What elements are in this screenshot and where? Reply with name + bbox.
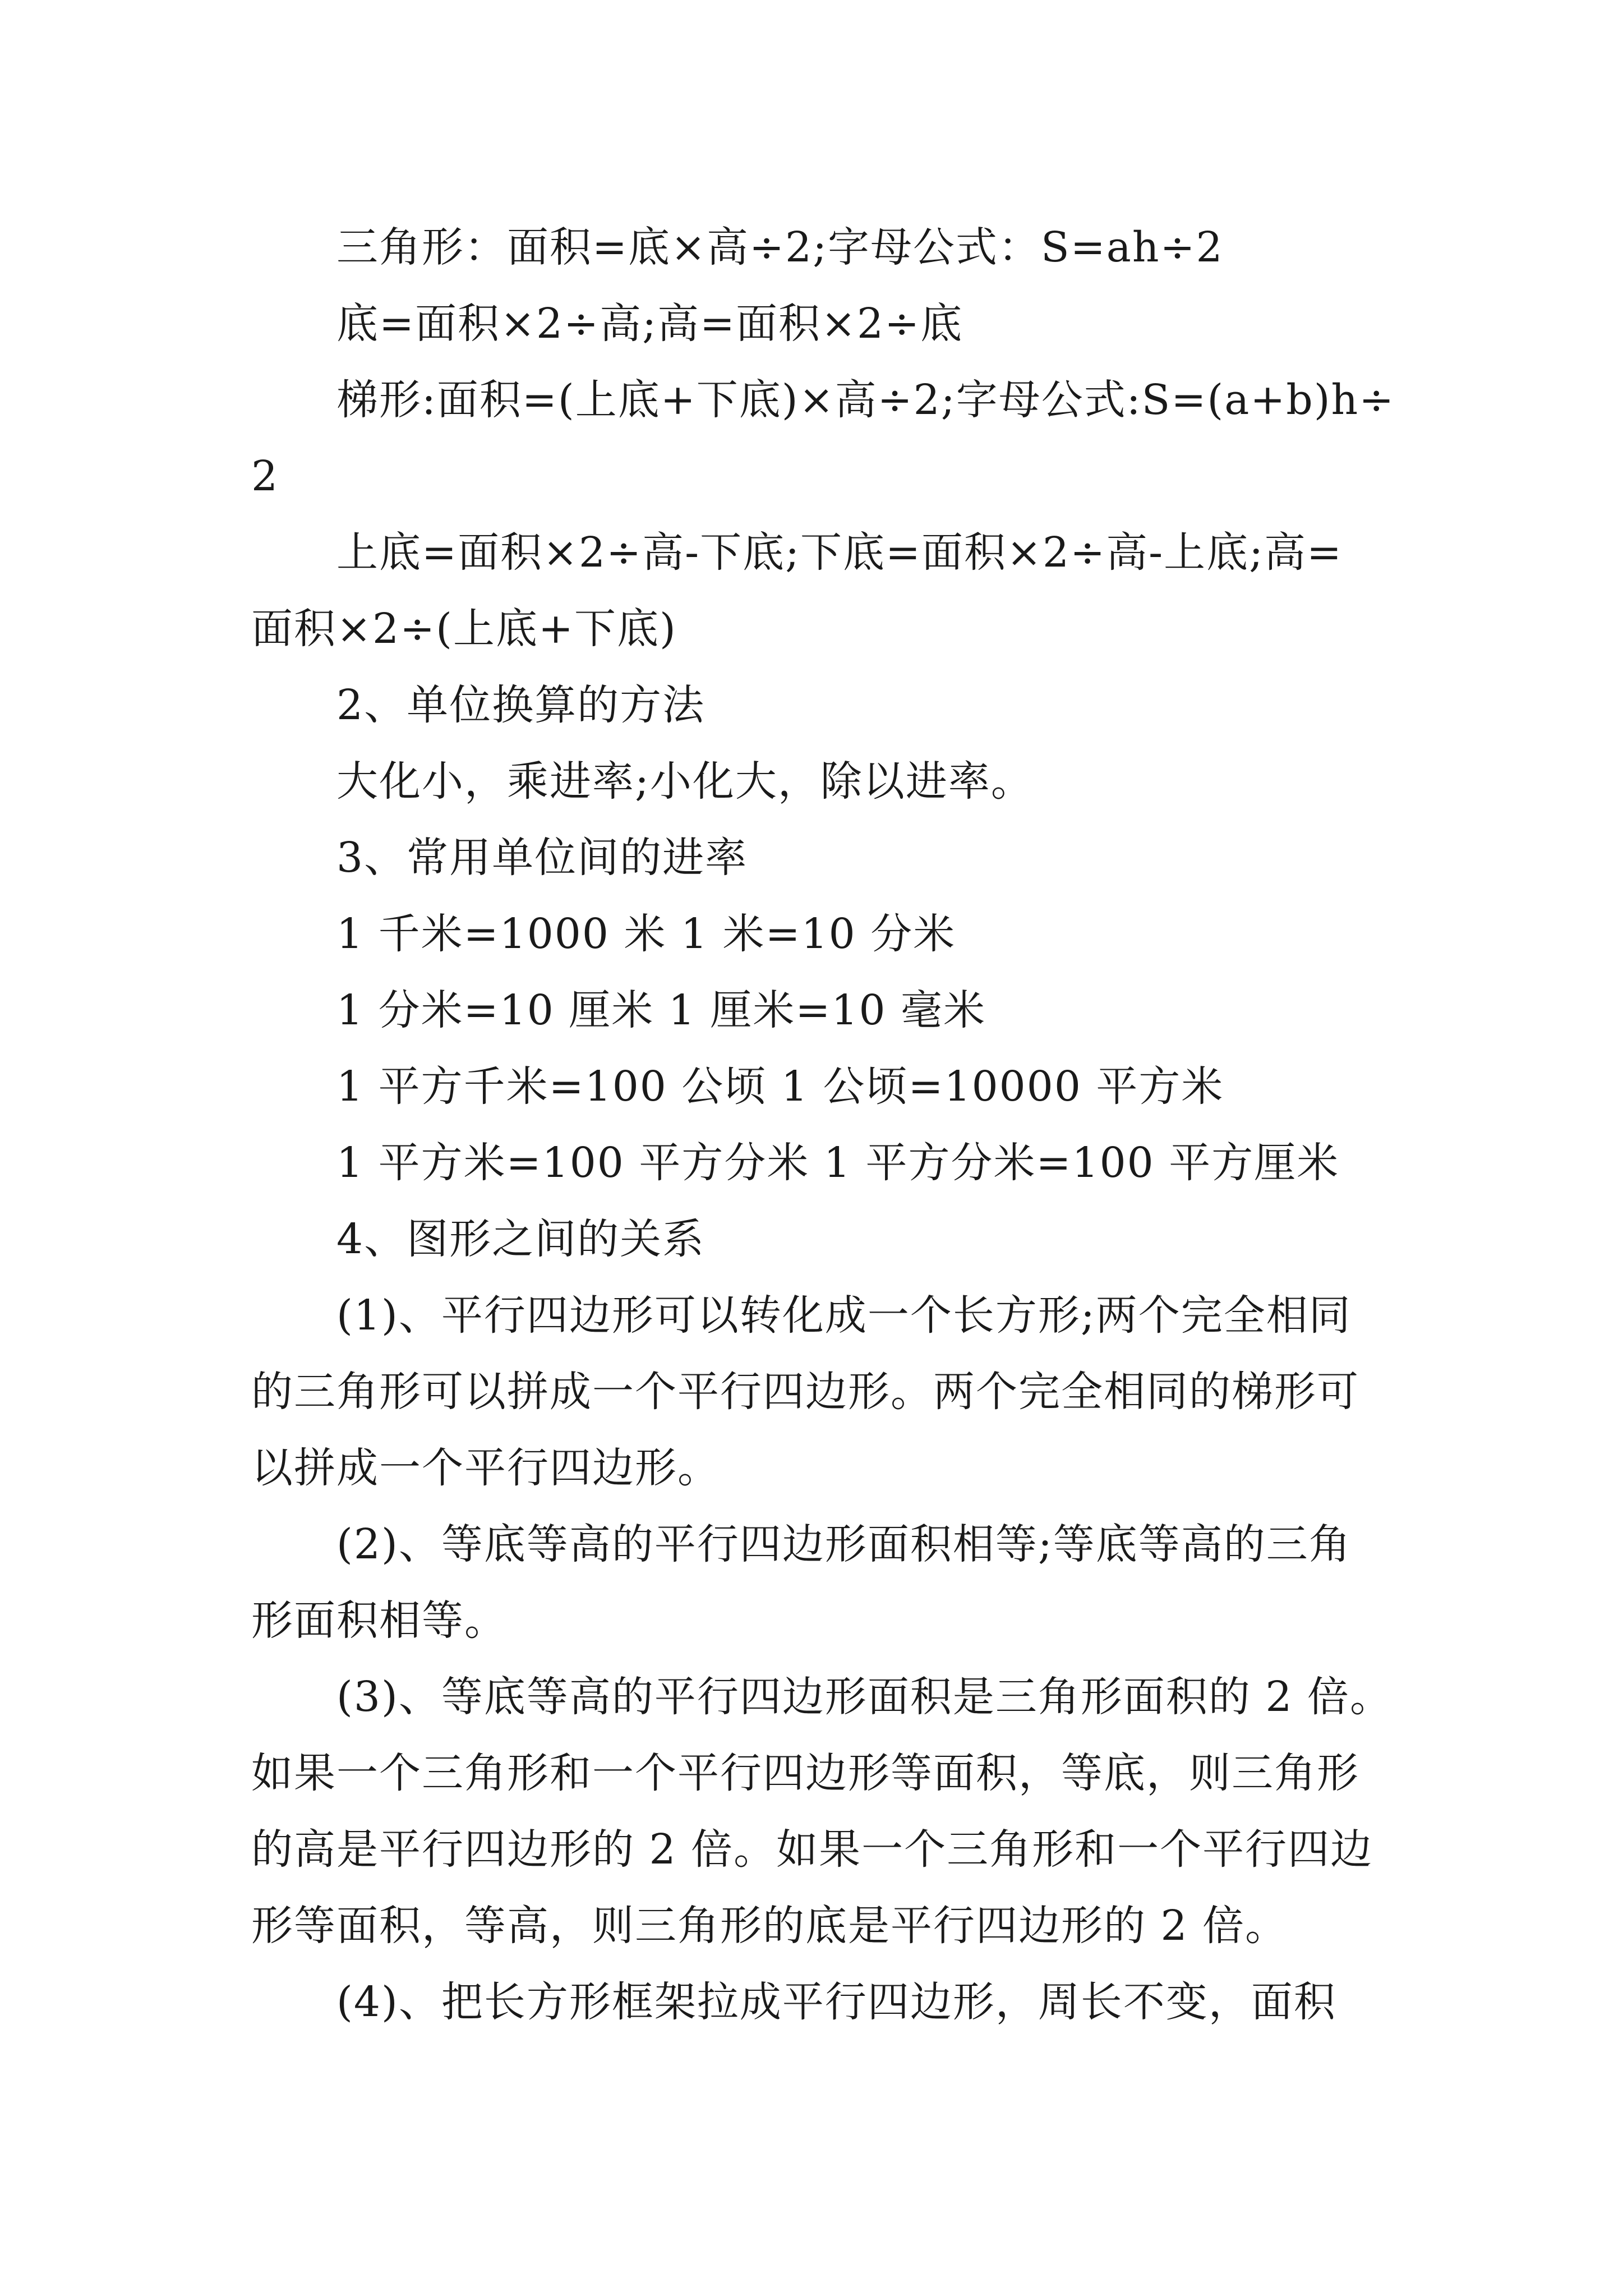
text-line-relation-3b: 如果一个三角形和一个平行四边形等面积，等底，则三角形 — [251, 1749, 1359, 1797]
text-line-trapezoid-bases: 上底=面积×2÷高-下底;下底=面积×2÷高-上底;高= — [336, 528, 1343, 577]
text-line-m2-dm2-cm2: 1 平方米=100 平方分米 1 平方分米=100 平方厘米 — [336, 1139, 1340, 1187]
text-line-relation-3d: 形等面积，等高，则三角形的底是平行四边形的 2 倍。 — [251, 1902, 1288, 1950]
text-line-trapezoid-height: 面积×2÷(上底+下底) — [251, 605, 677, 653]
text-line-relation-3a: (3)、等底等高的平行四边形面积是三角形面积的 2 倍。 — [336, 1673, 1393, 1721]
section-heading-unit-conversion: 2、单位换算的方法 — [336, 681, 706, 729]
text-line-dm-cm-mm: 1 分米=10 厘米 1 厘米=10 毫米 — [336, 986, 986, 1034]
text-line-relation-2a: (2)、等底等高的平行四边形面积相等;等底等高的三角 — [336, 1520, 1352, 1568]
text-line-relation-2b: 形面积相等。 — [251, 1596, 507, 1645]
text-line-triangle-base-height: 底=面积×2÷高;高=面积×2÷底 — [336, 300, 963, 348]
text-line-relation-3c: 的高是平行四边形的 2 倍。如果一个三角形和一个平行四边 — [251, 1825, 1373, 1874]
text-line-trapezoid-formula-continued: 2 — [251, 452, 279, 500]
text-line-km2-hectare: 1 平方千米=100 公顷 1 公顷=10000 平方米 — [336, 1062, 1224, 1111]
text-line-conversion-rule: 大化小，乘进率;小化大，除以进率。 — [336, 757, 1034, 806]
text-line-relation-1c: 以拼成一个平行四边形。 — [251, 1444, 720, 1492]
text-line-trapezoid-area-formula: 梯形:面积=(上底+下底)×高÷2;字母公式:S=(a+b)h÷ — [336, 376, 1395, 424]
text-line-relation-1b: 的三角形可以拼成一个平行四边形。两个完全相同的梯形可 — [251, 1368, 1359, 1416]
section-heading-shape-relations: 4、图形之间的关系 — [336, 1215, 706, 1263]
text-line-triangle-area-formula: 三角形：面积=底×高÷2;字母公式：S=ah÷2 — [336, 223, 1224, 272]
section-heading-unit-rates: 3、常用单位间的进率 — [336, 834, 748, 882]
text-line-km-m-dm: 1 千米=1000 米 1 米=10 分米 — [336, 910, 956, 958]
text-line-relation-4a: (4)、把长方形框架拉成平行四边形，周长不变，面积 — [336, 1978, 1336, 2026]
text-line-relation-1a: (1)、平行四边形可以转化成一个长方形;两个完全相同 — [336, 1291, 1352, 1340]
